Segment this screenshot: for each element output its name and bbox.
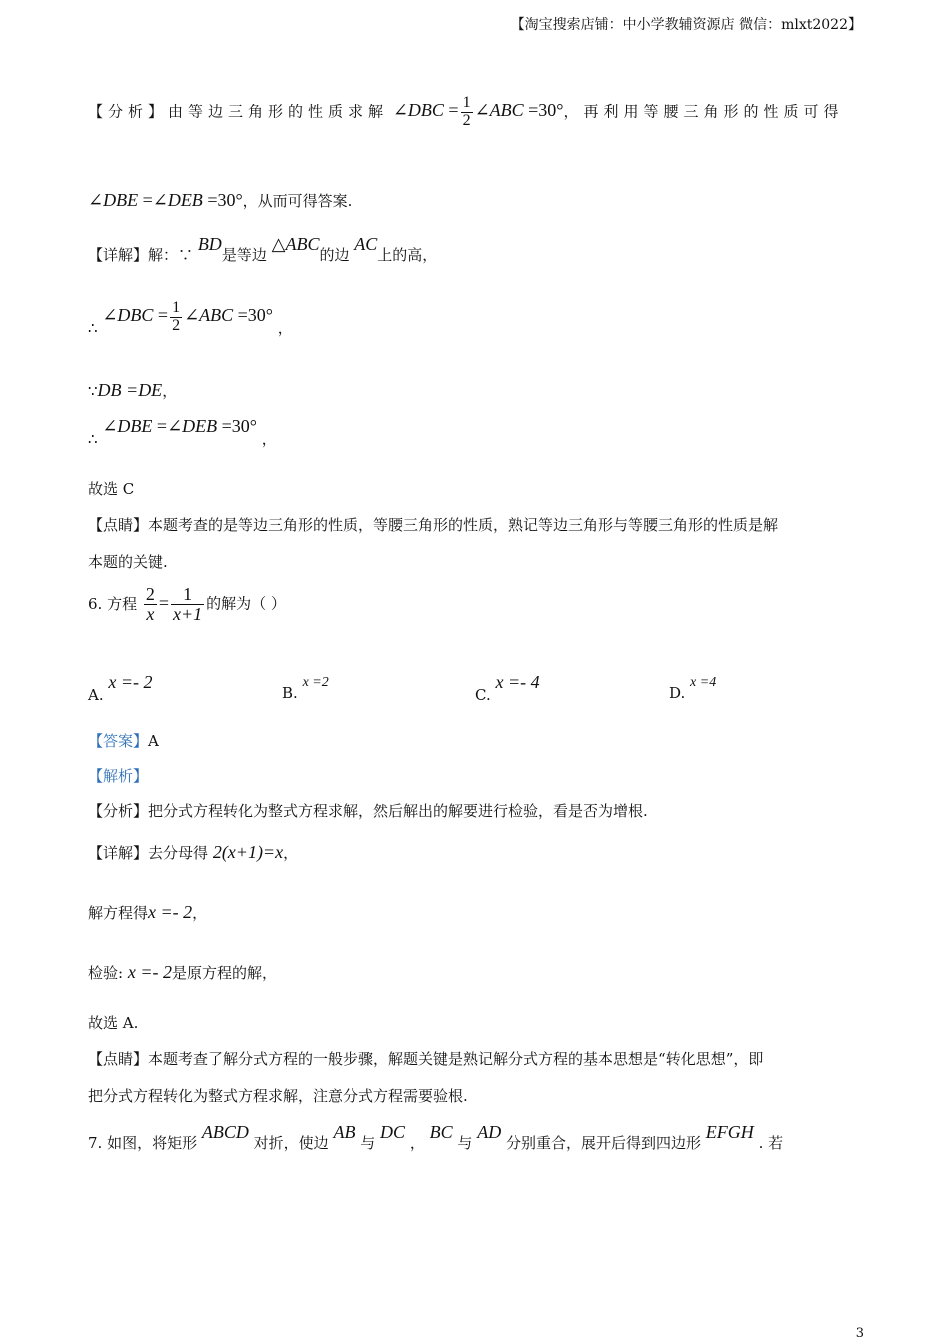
formula: x =- 2	[127, 962, 172, 982]
q7-question: 7. 如图，将矩形 ABCD 对折，使边 AB 与 DC ， BC 与 AD 分别重合，展开后得到四边形 EFGH . 若	[88, 1122, 784, 1152]
comment-label: 【点睛】	[88, 516, 149, 534]
analysis-tail: ，从而可得答案.	[242, 192, 353, 210]
formula: ∠DBE =∠DEB =30°	[102, 416, 257, 436]
q6-check: 检验: x =- 2是原方程的解，	[88, 962, 277, 982]
q6-comment: 【点睛】本题考查了解分式方程的一般步骤，解题关键是熟记解分式方程的基本思想是“转化思想”，即	[88, 1050, 764, 1068]
q5-detail: 【详解】解：∵ BD是等边 △ABC的边 AC上的高，	[88, 234, 438, 264]
q6-choice: 故选 A.	[88, 1014, 139, 1032]
analysis-label: 【分析】	[88, 102, 169, 121]
formula: x =- 2	[148, 902, 193, 922]
q6-analysis: 【分析】把分式方程转化为整式方程求解，然后解出的解要进行检验，看是否为增根.	[88, 802, 648, 820]
formula: ∠DBE =∠DEB =30°	[88, 190, 243, 210]
q5-comment: 【点睛】本题考查的是等边三角形的性质，等腰三角形的性质，熟记等边三角形与等腰三角形的性质是解	[88, 516, 779, 534]
formula: DB =DE	[97, 380, 163, 400]
formula: ∠DBC = $\frac{1}{2}$ ∠ABC =30°	[392, 94, 564, 129]
q6-detail: 【详解】去分母得 2(x+1)=x，	[88, 842, 299, 862]
answer-label: 【答案】	[88, 732, 149, 750]
formula: 2(x+1)=x	[212, 842, 284, 862]
analysis-text-post: ，再利用等腰三角形的性质可得	[563, 102, 844, 121]
q6-option-c: C. x =- 4	[475, 672, 540, 704]
q6-explain-label: 【解析】	[88, 767, 149, 785]
q6-answer: 【答案】A	[88, 732, 159, 750]
q5-comment-cont: 本题的关键.	[88, 553, 168, 571]
q5-step3: ∴ ∠DBE =∠DEB =30° ，	[88, 416, 277, 448]
q6-comment-cont: 把分式方程转化为整式方程求解，注意分式方程需要验根.	[88, 1087, 468, 1105]
q5-step2: ∵DB =DE，	[88, 380, 178, 400]
page-number: 3	[855, 1326, 864, 1341]
analysis-text: 由等边三角形的性质求解	[168, 102, 389, 121]
formula: $\frac{2}{x}$ = $\frac{1}{x+1}$	[145, 584, 203, 624]
q6-solve: 解方程得x =- 2，	[88, 902, 208, 922]
q5-analysis	[88, 95, 844, 130]
formula: ∠DBC = $\frac{1}{2}$ ∠ABC =30°	[102, 299, 274, 334]
formula: AC	[354, 234, 378, 254]
q6-question: 6. 方程 $\frac{2}{x}$ = $\frac{1}{x+1}$ 的解为（ ）	[88, 584, 286, 624]
page-header: 【淘宝搜索店铺：中小学教辅资源店 微信：mlxt2022】	[510, 17, 862, 33]
q5-choice: 故选 C	[88, 480, 135, 498]
q6-option-a: A. x =- 2	[88, 672, 153, 704]
q5-analysis-cont	[88, 190, 352, 211]
formula: △ABC	[271, 234, 320, 254]
formula: BD	[197, 234, 222, 254]
detail-label: 【详解】	[88, 246, 149, 264]
q6-option-b: B. x =2	[282, 675, 329, 702]
q6-option-d: D. x =4	[669, 675, 717, 702]
q5-step1: ∴ ∠DBC = $\frac{1}{2}$ ∠ABC =30° ，	[88, 299, 293, 338]
